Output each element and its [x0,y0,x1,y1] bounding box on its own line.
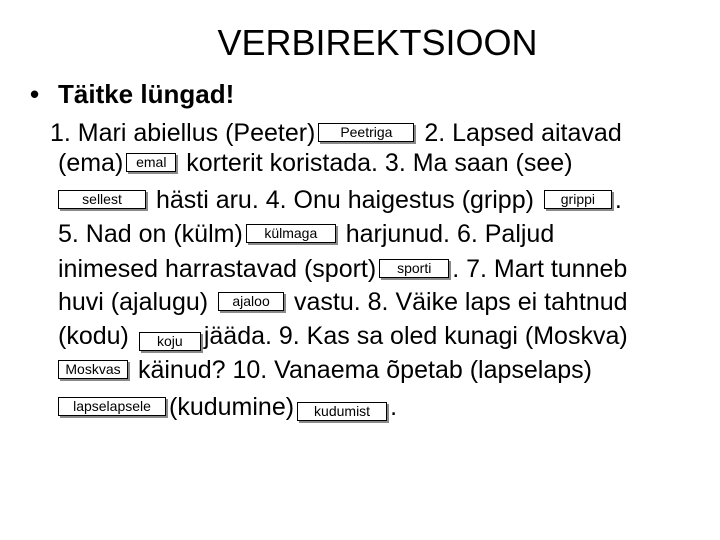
exercise-text: inimesed harrastavad (sport) [58,255,377,283]
exercise-line-6 [58,287,628,317]
answer-box-grippi[interactable]: grippi [544,190,612,209]
exercise-text: (kodu) [58,322,129,350]
exercise-line-3 [58,185,622,215]
answer-box-emal[interactable]: emal [126,153,176,172]
exercise-line-9 [58,392,397,422]
exercise-line-2 [58,148,573,178]
exercise-text: vastu. 8. Väike laps ei tahtnud [294,288,628,316]
answer-box-sporti[interactable]: sporti [379,259,449,278]
answer-box-kudumist[interactable]: kudumist [297,402,387,421]
answer-box-sellest[interactable]: sellest [58,190,146,209]
exercise-line-4 [58,219,554,249]
exercise-text: käinud? 10. Vanaema õpetab (lapselaps) [137,356,592,384]
answer-box-lapselapsele[interactable]: lapselapsele [58,397,166,416]
answer-box-ajaloo[interactable]: ajaloo [218,292,284,311]
exercise-line-8 [58,355,592,385]
exercise-text: 1. Mari abiellus (Peeter) [50,119,316,147]
instruction [30,78,234,110]
exercise-text: jääda. 9. Kas sa oled kunagi (Moskva) [203,322,628,350]
exercise-text: . [390,393,398,421]
exercise-text: korterit koristada. 3. Ma saan (see) [186,149,573,177]
instruction-text: Täitke lüngad! [58,79,235,109]
bullet-dot: • [30,79,40,109]
exercise-text: . [614,186,622,214]
exercise-text: (kudumine) [169,393,295,421]
exercise-text: (ema) [58,149,124,177]
exercise-text: huvi (ajalugu) [58,288,209,316]
answer-box-peetriga[interactable]: Peetriga [318,123,414,142]
exercise-line-1 [50,118,622,148]
answer-box-koju[interactable]: koju [139,332,201,351]
exercise-text: 2. Lapsed aitavad [424,119,622,147]
exercise-text: harjunud. 6. Paljud [345,220,555,248]
slide-title: VERBIREKTSIOON [217,22,538,63]
exercise-text: 5. Nad on (külm) [58,220,243,248]
answer-box-kulmaga[interactable]: külmaga [246,224,336,243]
exercise-text: . 7. Mart tunneb [452,255,628,283]
exercise-line-5 [58,254,627,284]
exercise-text: hästi aru. 4. Onu haigestus (gripp) [155,186,534,214]
answer-box-moskvas[interactable]: Moskvas [58,360,128,379]
exercise-line-7 [58,321,628,351]
